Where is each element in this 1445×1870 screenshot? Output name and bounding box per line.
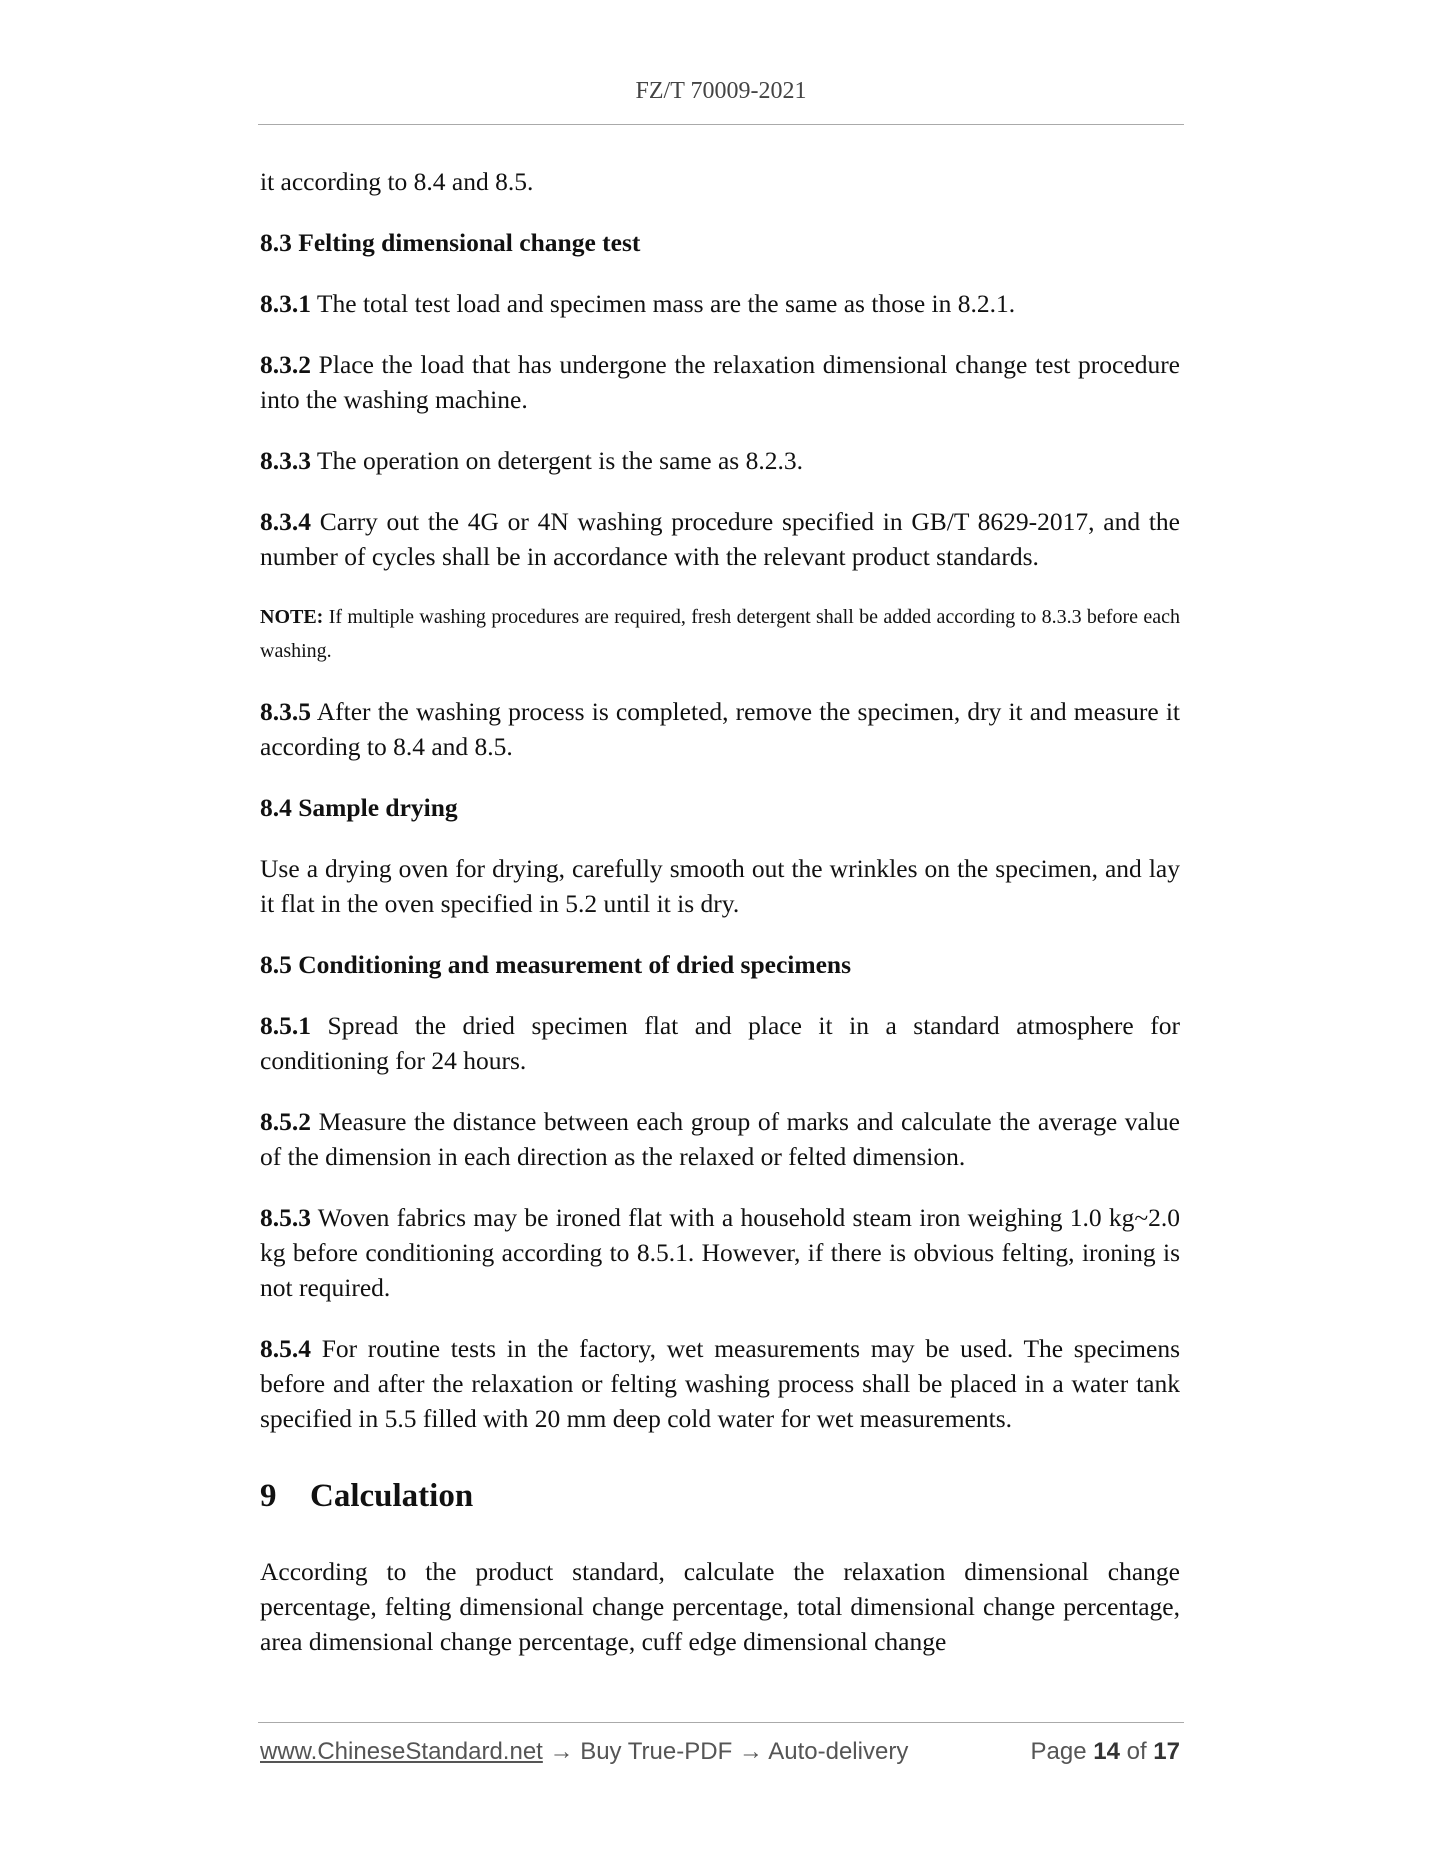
- section-heading-8-3: 8.3 Felting dimensional change test: [260, 228, 641, 257]
- note-label: NOTE:: [260, 606, 324, 628]
- clause-8-5-4: 8.5.4 For routine tests in the factory, wet measurements may be used. The specimens before and after the relaxation or felting washing process shall be placed in a water tank specified in 5.5 filled with 20 mm deep cold water for wet measurements.: [260, 1334, 1180, 1433]
- clause-number: 8.3.5: [260, 697, 311, 726]
- section-heading-8-4: 8.4 Sample drying: [260, 793, 458, 822]
- paragraph-continuation: it according to 8.4 and 8.5.: [260, 167, 534, 196]
- delivery-text: Auto-delivery: [768, 1738, 909, 1765]
- page-header: FZ/T 70009-2021: [635, 78, 807, 104]
- clause-number: 8.3.3: [260, 446, 311, 475]
- page-footer: [260, 1738, 1182, 1766]
- clause-8-3-2: 8.3.2 Place the load that has undergone the relaxation dimensional change test procedure into the washing machine.: [260, 350, 1180, 414]
- arrow-right-icon: →: [549, 1738, 574, 1765]
- footer-divider: [258, 1722, 1184, 1723]
- clause-8-3-5: 8.3.5 After the washing process is completed, remove the specimen, dry it and measure it according to 8.4 and 8.5.: [260, 697, 1181, 761]
- clause-8-3-3: 8.3.3 The operation on detergent is the same as 8.2.3.: [260, 446, 803, 475]
- clause-number: 8.3.4: [260, 507, 311, 536]
- arrow-right-icon: →: [738, 1738, 763, 1765]
- clause-number: 8.3.2: [260, 350, 311, 379]
- section-heading-8-5: 8.5 Conditioning and measurement of dried specimens: [260, 950, 852, 979]
- clause-number: 8.5.3: [260, 1203, 311, 1232]
- paragraph-9: According to the product standard, calculate the relaxation dimensional change percentage, felting dimensional change percentage, total dimensional change percentage, area dimensional change percentage, cuff edge dimensional change: [260, 1557, 1180, 1656]
- clause-8-5-2: 8.5.2 Measure the distance between each group of marks and calculate the average value of the dimension in each direction as the relaxed or felted dimension.: [260, 1107, 1181, 1171]
- clause-8-3-4: 8.3.4 Carry out the 4G or 4N washing procedure specified in GB/T 8629-2017, and the number of cycles shall be in accordance with the relevant product standards.: [260, 507, 1181, 571]
- page-number: Page 14 of 17: [1030, 1738, 1180, 1765]
- clause-number: 8.5.4: [260, 1334, 311, 1363]
- chapter-heading-9: 9 Calculation: [260, 1478, 474, 1514]
- paragraph-8-4: Use a drying oven for drying, carefully smooth out the wrinkles on the specimen, and lay it flat in the oven specified in 5.2 until it is dry.: [260, 854, 1180, 918]
- clause-8-5-3: 8.5.3 Woven fabrics may be ironed flat with a household steam iron weighing 1.0 kg~2.0 kg before conditioning according to 8.5.1. However, if there is obvious felting, ironing is not required.: [260, 1203, 1180, 1302]
- note: NOTE: If multiple washing procedures are required, fresh detergent shall be added according to 8.3.3 before each washing.: [260, 606, 1180, 662]
- clause-number: 8.5.1: [260, 1011, 311, 1040]
- site-link[interactable]: www.ChineseStandard.net: [260, 1738, 543, 1765]
- clause-8-3-1: 8.3.1 The total test load and specimen mass are the same as those in 8.2.1.: [260, 289, 1016, 318]
- buy-link: Buy True-PDF: [580, 1738, 733, 1765]
- clause-number: 8.3.1: [260, 289, 311, 318]
- header-divider: [258, 124, 1184, 125]
- document-body: [260, 164, 1180, 1685]
- clause-number: 8.5.2: [260, 1107, 311, 1136]
- clause-8-5-1: 8.5.1 Spread the dried specimen flat and place it in a standard atmosphere for conditioning for 24 hours.: [260, 1011, 1180, 1075]
